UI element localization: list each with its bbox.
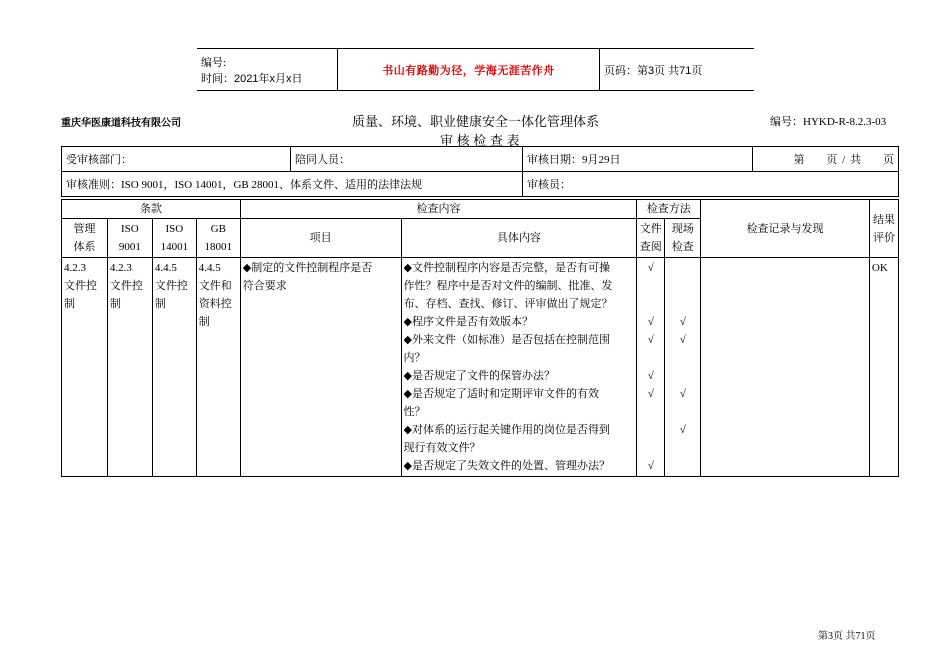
check-mark (639, 277, 662, 295)
mgmt-cell-l3: 制 (64, 298, 75, 310)
clause-header: 条款 (62, 200, 241, 219)
accompany-cell: 陪同人员： (291, 147, 523, 172)
iso14001-cell (152, 258, 196, 477)
doc-title: 质量、环境、职业健康安全一体化管理体系 (352, 114, 600, 129)
detail-line: 作性？程序中是否对文件的编制、批准、发 (403, 280, 613, 292)
method-header: 检查方法 (637, 200, 701, 219)
header-strip (197, 48, 754, 91)
detail-line: ◆是否规定了适时和定期评审文件的有效 (403, 388, 599, 400)
result-cell: OK (869, 258, 898, 477)
check-mark (639, 349, 662, 367)
item-cell-l1: ◆制定的文件控制程序是否 (242, 262, 373, 274)
record-header: 检查记录与发现 (701, 200, 870, 258)
iso14001-header (152, 219, 196, 258)
gb-cell-l2: 文件和 (198, 280, 232, 292)
detail-line: ◆对体系的运行起关键作用的岗位是否得到 (403, 424, 610, 436)
detail-line: 布、存档、查找、修订、评审做出了规定？ (403, 298, 613, 310)
check-mark: √ (647, 316, 654, 328)
check-mark (639, 421, 662, 439)
iso9001-header-l2: 9001 (118, 241, 141, 253)
doc-review-header-l2: 查阅 (639, 241, 662, 253)
table-row (62, 258, 899, 477)
info-table (61, 146, 899, 197)
site-check-header (665, 219, 701, 258)
motto: 书山有路勤为径，学海无涯苦作舟 (338, 49, 600, 91)
criteria-cell: 审核准则：ISO 9001，ISO 14001，GB 28001、体系文件、适用的法律法规 (62, 172, 523, 197)
footer-page: 第3页 共71页 (818, 631, 876, 642)
detail-line: 内？ (403, 352, 426, 364)
doc-review-header (637, 219, 665, 258)
gb-header (196, 219, 240, 258)
check-mark (667, 367, 698, 385)
check-mark: √ (679, 316, 686, 328)
date-cell: 审核日期：9月29日 (523, 147, 753, 172)
page-label: 页码：第3页 共71页 (600, 49, 755, 91)
gb-cell-l1: 4.4.5 (198, 262, 221, 274)
detail-line: ◆外来文件（如标准）是否包括在控制范围 (403, 334, 610, 346)
iso9001-cell-l2: 文件控 (109, 280, 143, 292)
record-cell (701, 258, 870, 477)
item-header: 项目 (240, 219, 401, 258)
iso14001-header-l2: 14001 (160, 241, 189, 253)
site-check-header-l2: 检查 (671, 241, 694, 253)
check-mark (667, 259, 698, 277)
iso9001-header (107, 219, 152, 258)
mgmt-cell (62, 258, 108, 477)
iso14001-cell-l2: 文件控 (154, 280, 188, 292)
mgmt-header-l1: 管理 (73, 223, 96, 235)
item-cell-l2: 符合要求 (242, 280, 287, 292)
checklist-table (61, 199, 899, 477)
check-mark (667, 457, 698, 475)
check-mark (667, 403, 698, 421)
gb-header-l1: GB (210, 223, 226, 235)
doc-review-header-l1: 文件 (639, 223, 662, 235)
check-mark: √ (647, 334, 654, 346)
doc-review-cell (637, 258, 665, 477)
check-mark: √ (647, 262, 654, 274)
detail-line: ◆是否规定了文件的保管办法？ (403, 370, 555, 382)
iso14001-cell-l3: 制 (154, 298, 166, 310)
detail-header: 具体内容 (401, 219, 637, 258)
iso14001-header-l1: ISO (165, 223, 184, 235)
gb-cell (196, 258, 240, 477)
check-mark: √ (679, 424, 686, 436)
check-mark (667, 277, 698, 295)
auditor-cell: 审核员： (523, 172, 899, 197)
check-mark (639, 439, 662, 457)
check-mark (667, 439, 698, 457)
check-mark (639, 295, 662, 313)
doc-number: 编号：HYKD-R-8.2.3-03 (770, 116, 887, 128)
check-mark: √ (647, 370, 654, 382)
page-cell: 第 页 / 共 页 (753, 147, 899, 172)
iso9001-cell (107, 258, 152, 477)
detail-line: 性？ (403, 406, 426, 418)
check-mark: √ (679, 334, 686, 346)
mgmt-cell-l1: 4.2.3 (64, 262, 86, 274)
result-header-text: 结果评价 (872, 213, 895, 244)
detail-line: ◆文件控制程序内容是否完整，是否有可操 (403, 262, 610, 274)
check-mark (667, 295, 698, 313)
check-mark (667, 349, 698, 367)
iso9001-cell-l1: 4.2.3 (109, 262, 132, 274)
detail-line: ◆程序文件是否有效版本？ (403, 316, 533, 328)
check-mark: √ (647, 460, 654, 472)
header-row-1 (62, 200, 899, 219)
check-mark: √ (647, 388, 654, 400)
time-label: 时间：2021年x月x日 (201, 72, 303, 85)
dept-cell: 受审核部门： (62, 147, 291, 172)
detail-line: 现行有效文件？ (403, 442, 481, 454)
mgmt-header-l2: 体系 (73, 241, 96, 253)
result-header (869, 200, 898, 258)
number-label: 编号: (201, 56, 227, 69)
gb-cell-l3: 资料控 (198, 298, 232, 310)
detail-line: ◆是否规定了失效文件的处置、管理办法？ (403, 460, 610, 472)
gb-header-l2: 18001 (204, 241, 233, 253)
doc-subtitle: 审 核 检 查 表 (440, 133, 520, 148)
check-mark: √ (679, 388, 686, 400)
mgmt-header (62, 219, 108, 258)
iso14001-cell-l1: 4.4.5 (154, 262, 177, 274)
content-header: 检查内容 (240, 200, 637, 219)
item-cell (240, 258, 401, 477)
check-mark (639, 403, 662, 421)
mgmt-cell-l2: 文件控 (64, 280, 97, 292)
iso9001-header-l1: ISO (121, 223, 139, 235)
header-left (197, 49, 338, 91)
iso9001-cell-l3: 制 (109, 298, 121, 310)
detail-cell (401, 258, 637, 477)
site-check-cell (665, 258, 701, 477)
site-check-header-l1: 现场 (671, 223, 694, 235)
gb-cell-l4: 制 (198, 316, 210, 328)
company-name: 重庆华医康道科技有限公司 (61, 118, 181, 129)
